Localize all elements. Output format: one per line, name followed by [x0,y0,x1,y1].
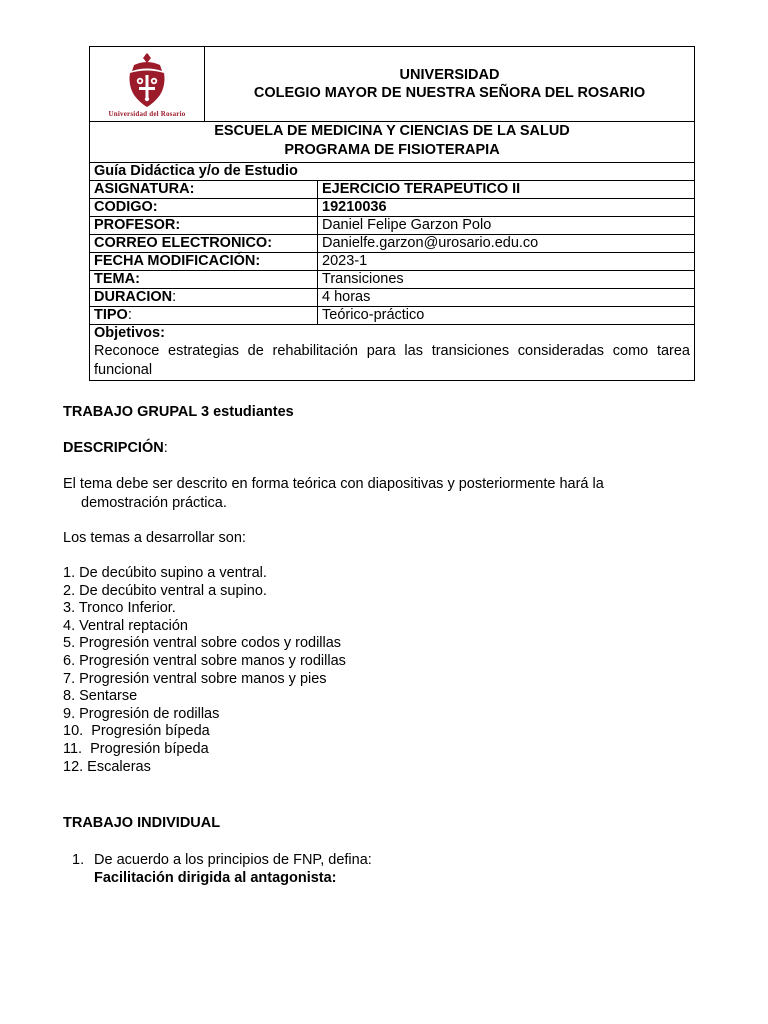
list-item: 8. Sentarse [63,688,138,705]
description-line2: demostración práctica. [81,495,227,511]
info-label: TEMA: [90,271,318,289]
email-link[interactable]: Danielfe.garzon@urosario.edu.co [318,235,695,253]
info-value: EJERCICIO TERAPEUTICO II [318,181,695,199]
university-logo [90,51,204,118]
list-item: 12. Escaleras [63,758,151,775]
list-item-number: 1. [72,852,85,868]
list-item: 1. De decúbito supino a ventral. [63,565,267,581]
description-line1: El tema debe ser descrito en forma teórica con diapositivas y posteriormente hará la [63,476,604,492]
school-cell [90,122,695,163]
topics-intro: Los temas a desarrollar son: [63,530,246,546]
table-row [90,307,695,325]
university-name-line2: COLEGIO MAYOR DE NUESTRA SEÑORA DEL ROSARIO [253,85,646,101]
table-row [90,199,695,217]
list-item: 4. Ventral reptación [63,617,188,634]
list-item-subheading: Facilitación dirigida al antagonista: [94,870,337,886]
table-row [90,271,695,289]
info-value: Teórico-práctico [318,307,695,325]
info-value: 19210036 [318,199,695,217]
info-label-colon: : [172,289,177,305]
description-paragraph [63,475,663,513]
info-label-cell [90,307,318,325]
individual-work-list [72,851,372,887]
university-title-cell [205,47,695,122]
table-row [90,253,695,271]
guide-title: Guía Didáctica y/o de Estudio [90,163,695,181]
list-item: 11. Progresión bípeda [63,740,209,757]
header-table [89,46,695,163]
school-name: ESCUELA DE MEDICINA Y CIENCIAS DE LA SALUD [214,123,570,139]
group-work-heading: TRABAJO GRUPAL 3 estudiantes [63,404,294,420]
logo-caption: Universidad del Rosario [108,109,186,118]
objectives-text: Reconoce estrategias de rehabilitación para las transiciones consideradas como tarea funcional [94,343,690,378]
program-name: PROGRAMA DE FISIOTERAPIA [284,142,500,158]
info-label: CODIGO: [90,199,318,217]
logo-cell [90,47,205,122]
description-label: DESCRIPCIÓN [63,440,164,456]
info-label: DURACION [94,289,173,305]
objectives-cell [90,325,695,381]
info-label: ASIGNATURA: [90,181,318,199]
objectives-label: Objetivos: [94,325,165,341]
list-item: 10. Progresión bípeda [63,723,210,740]
description-heading [63,440,168,456]
info-label: FECHA MODIFICACIÓN: [90,253,318,271]
info-value: Transiciones [318,271,695,289]
table-row [90,217,695,235]
list-item: 9. Progresión de rodillas [63,705,220,722]
list-item: De acuerdo a los principios de FNP, defina: [94,852,372,868]
list-item: 2. De decúbito ventral a supino. [63,582,267,599]
table-row [90,289,695,307]
description-colon: : [163,440,168,456]
table-row [90,235,695,253]
info-value: 2023-1 [318,253,695,271]
info-label: TIPO [94,307,128,323]
course-info-table [89,162,695,381]
list-item: 5. Progresión ventral sobre codos y rodillas [63,635,342,652]
list-item: 6. Progresión ventral sobre manos y rodillas [63,652,346,669]
info-label-colon: : [127,307,132,323]
info-value: Daniel Felipe Garzon Polo [318,217,695,235]
individual-work-heading: TRABAJO INDIVIDUAL [63,815,221,831]
info-value: 4 horas [318,289,695,307]
university-name-line1: UNIVERSIDAD [399,67,500,83]
info-label-cell [90,289,318,307]
topics-list [63,565,346,776]
list-item: 7. Progresión ventral sobre manos y pies [63,670,327,687]
info-label: CORREO ELECTRONICO: [90,235,318,253]
list-item: 3. Tronco Inferior. [63,600,176,617]
table-row [90,181,695,199]
university-crest-icon [124,51,170,109]
info-label: PROFESOR: [90,217,318,235]
